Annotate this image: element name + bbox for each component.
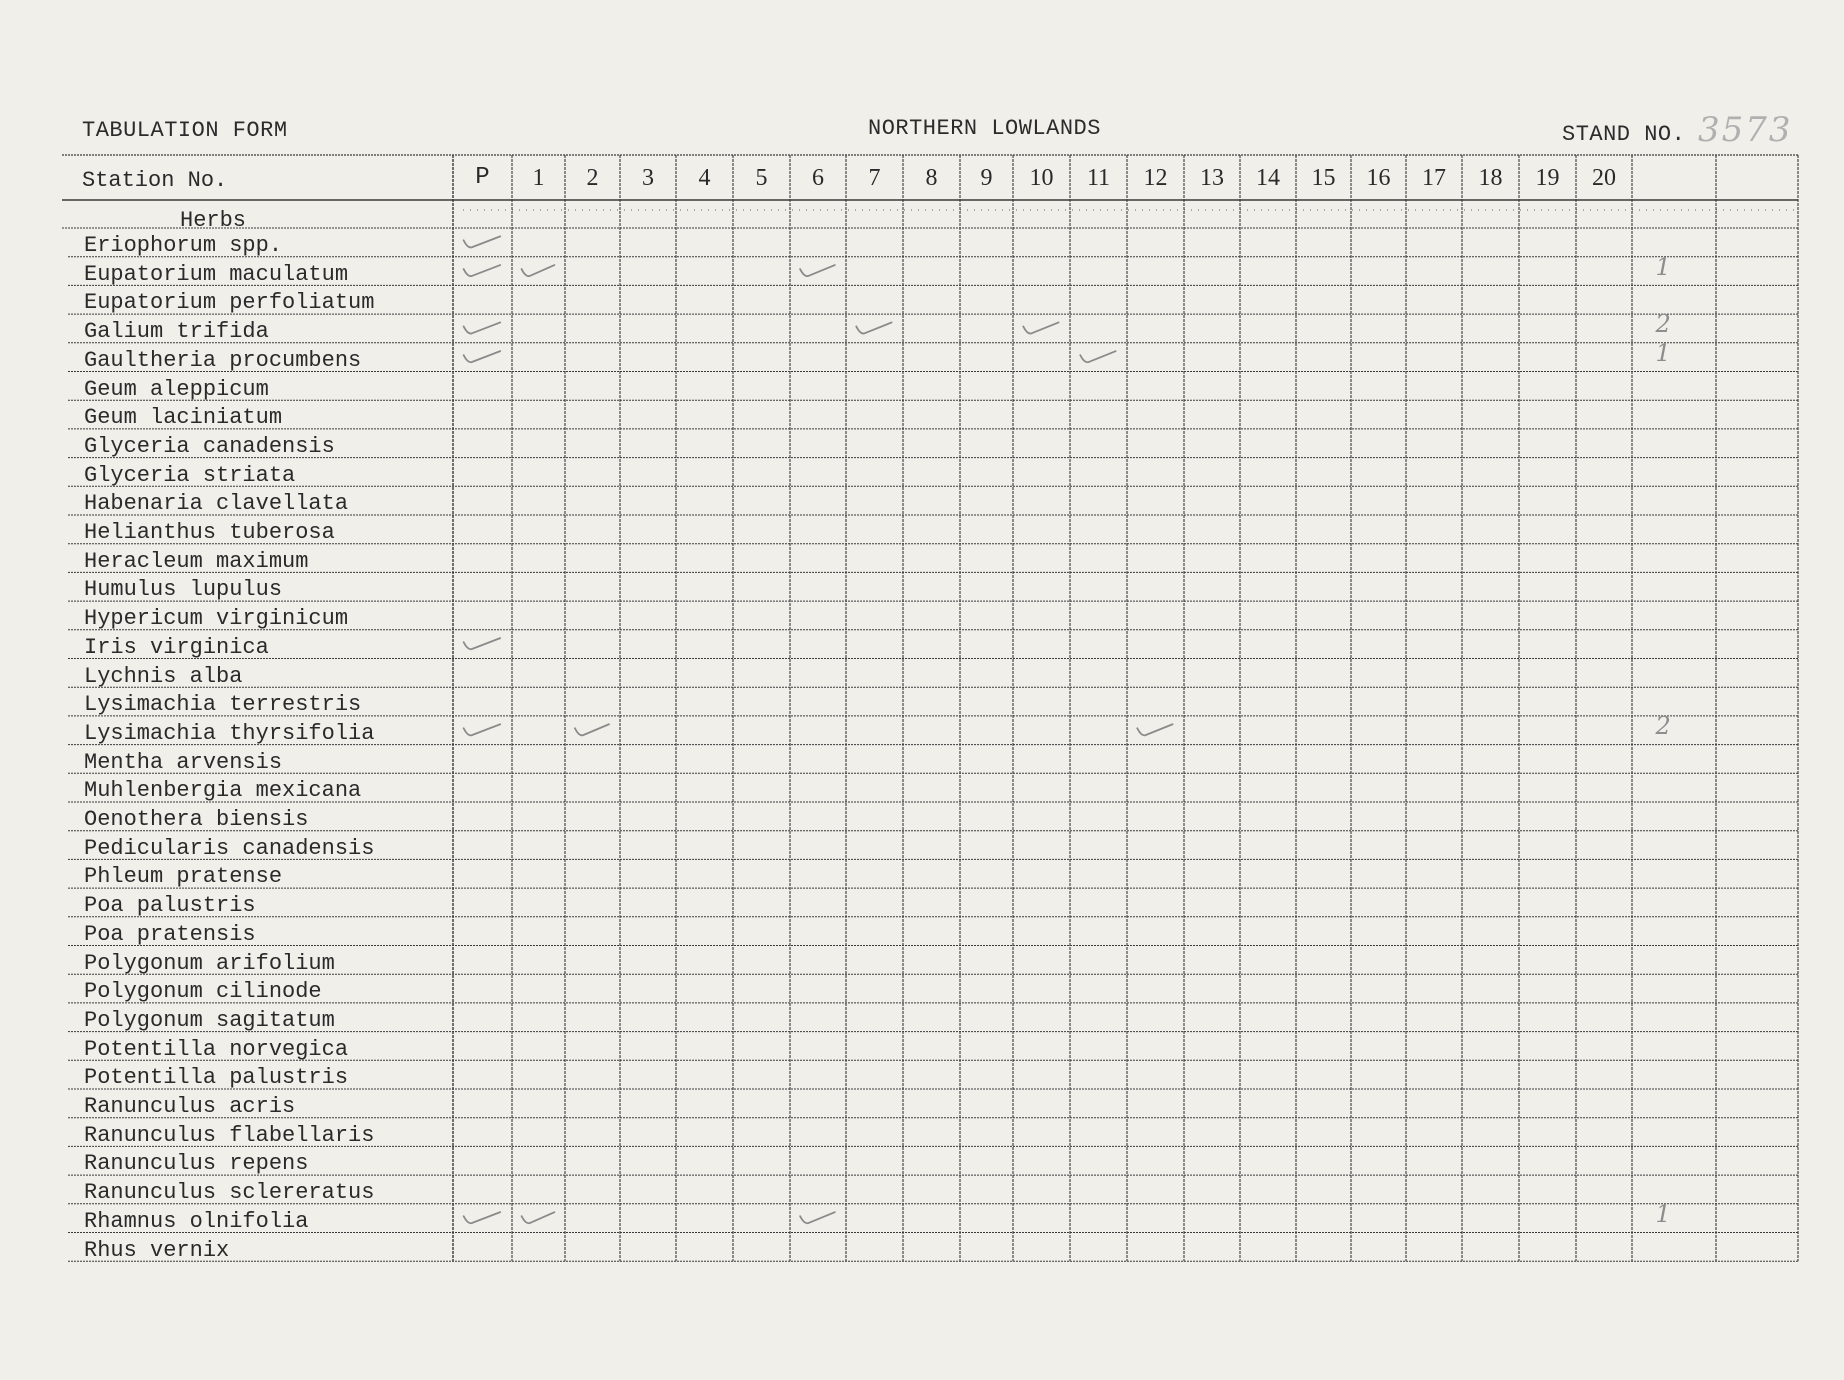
check-mark [464,1212,501,1223]
species-name: Ranunculus sclereratus [84,1180,375,1206]
station-number-label: Station No. [82,168,228,193]
species-name: Poa pratensis [84,921,256,947]
species-name: Rhus vernix [84,1237,230,1263]
species-name: Habenaria clavellata [84,491,349,517]
check-mark [522,265,555,276]
species-name: Polygonum sagitatum [84,1007,335,1033]
count-mark: 2 [1655,712,1671,741]
species-name: Mentha arvensis [84,749,283,775]
species-name: Polygonum arifolium [84,950,335,976]
species-name: Phleum pratense [84,864,283,890]
stand-number-value: 3573 [1698,110,1793,150]
species-name: Ranunculus acris [84,1094,296,1119]
check-mark [464,351,501,362]
check-mark [1080,351,1115,362]
species-name: Gaultheria procumbens [84,347,362,373]
station-column-header: 4 [698,165,711,191]
stand-number-label: STAND NO. [1562,122,1686,147]
check-mark [522,1212,555,1223]
check-mark [464,638,501,649]
station-column-header: 15 [1311,165,1336,191]
station-column-header: 12 [1143,165,1168,191]
species-name: Poa palustris [84,893,256,919]
species-name: Oenothera biensis [84,807,309,832]
station-column-header: 9 [980,165,993,191]
species-name: Eriophorum spp. [84,233,283,258]
station-column-header: 3 [642,165,654,191]
species-name: Helianthus tuberosa [84,520,335,545]
species-name: Potentilla palustris [84,1065,349,1091]
check-mark [800,265,835,276]
station-column-header: 14 [1256,165,1280,191]
count-mark: 1 [1655,253,1671,282]
station-column-header: 10 [1029,165,1054,191]
check-mark [1137,724,1172,735]
check-mark [1023,322,1058,333]
species-name: Muhlenbergia mexicana [84,778,362,804]
species-name: Glyceria canadensis [84,433,335,459]
station-column-header: P [475,164,490,191]
species-name: Rhamnus olnifolia [84,1208,309,1234]
station-column-header: 7 [868,165,881,191]
species-name: Ranunculus flabellaris [84,1122,375,1148]
species-name: Geum laciniatum [84,405,283,431]
station-column-header: 13 [1200,165,1224,191]
count-mark: 2 [1655,310,1671,339]
check-mark [464,724,501,735]
species-name: Galium trifida [84,319,269,345]
check-mark [464,236,501,247]
check-mark [856,322,891,333]
species-name: Eupatorium perfoliatum [84,290,375,316]
check-mark [464,322,501,333]
station-column-header: 18 [1478,165,1503,191]
region-title: NORTHERN LOWLANDS [868,116,1101,141]
species-name: Humulus lupulus [84,577,283,603]
species-name: Heracleum maximum [84,548,309,574]
species-name: Ranunculus repens [84,1151,309,1177]
check-mark [575,724,609,735]
species-name: Lysimachia thyrsifolia [84,720,375,746]
station-column-header: 16 [1366,165,1391,191]
section-label-herbs: Herbs [180,208,247,233]
check-mark [800,1212,835,1223]
count-mark: 1 [1655,1200,1671,1229]
species-name: Iris virginica [84,634,269,660]
station-column-header: 19 [1535,165,1560,191]
species-name: Glyceria striata [84,462,296,488]
species-name: Hypericum virginicum [84,606,349,632]
station-column-header: 5 [755,165,768,191]
station-column-header: 11 [1086,165,1111,191]
station-column-header: 1 [532,165,545,191]
species-name: Pedicularis canadensis [84,835,375,861]
species-name: Lysimachia terrestris [84,692,362,718]
station-column-header: 20 [1592,165,1616,191]
station-column-header: 6 [812,165,824,191]
species-name: Potentilla norvegica [84,1036,349,1062]
station-column-header: 8 [925,165,938,191]
species-name: Geum aleppicum [84,376,269,402]
check-mark [464,265,501,276]
species-name: Polygonum cilinode [84,979,322,1005]
species-name: Lychnis alba [84,663,243,689]
station-column-header: 17 [1422,165,1446,191]
count-mark: 1 [1655,339,1671,368]
form-title: TABULATION FORM [82,118,288,143]
station-column-header: 2 [586,165,599,191]
species-name: Eupatorium maculatum [84,261,349,287]
